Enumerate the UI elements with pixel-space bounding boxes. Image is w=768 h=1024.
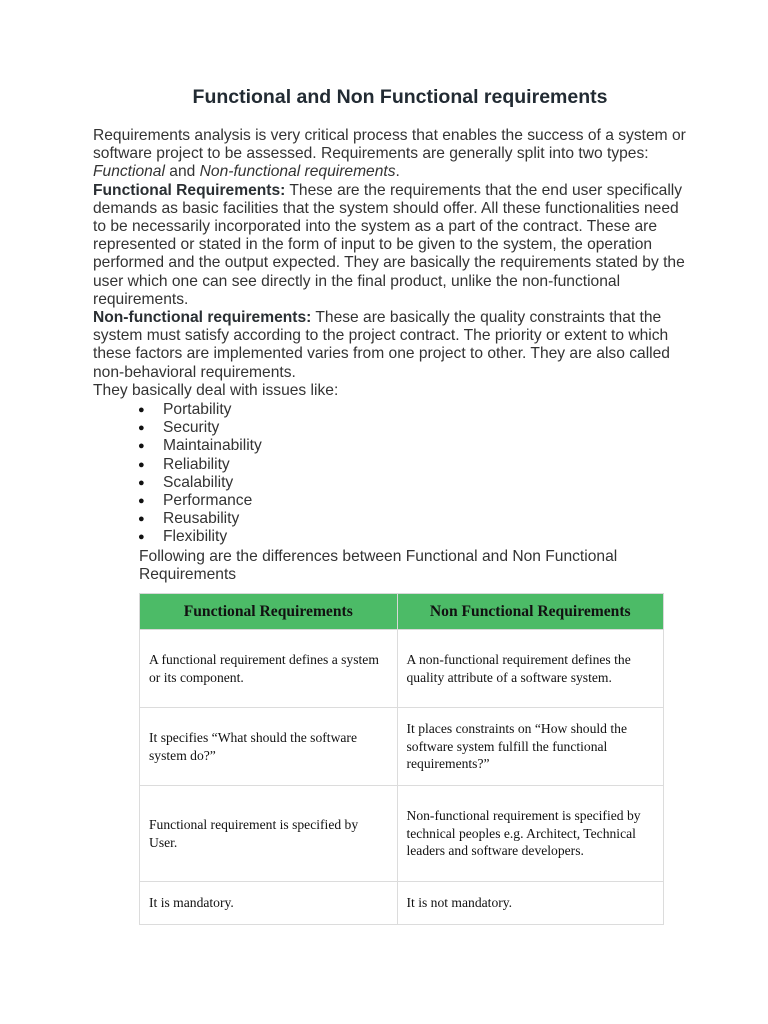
list-item — [93, 419, 693, 437]
list-item-label: Performance — [163, 492, 253, 510]
functional-text: These are the requirements that the end user specifically demands as basic facilities that the system should offer. All these functionalities need to be necessarily incorporated into the system as a part of the contract. These are represented or stated in the form of input to be given to the system, the operation performed and the output expected. They are basically the requirements stated by the user which one can see directly in the final product, unlike the non-functional requirements. — [93, 181, 685, 308]
differences-intro: Following are the differences between Functional and Non Functional Requirements — [139, 548, 618, 584]
nonfunctional-label: Non-functional requirements: — [93, 309, 312, 327]
list-item — [93, 401, 693, 419]
list-item-label: Reusability — [163, 510, 240, 528]
bullet-icon: ● — [138, 495, 145, 508]
intro-and: and — [164, 163, 200, 181]
list-item — [93, 528, 693, 546]
bullet-icon: ● — [138, 404, 145, 416]
functional-paragraph — [93, 182, 693, 309]
list-item-label: Portability — [163, 401, 232, 418]
table-row — [140, 708, 664, 786]
list-item-label: Scalability — [163, 473, 234, 491]
table-cell: It specifies “What should the software system do?” — [140, 708, 398, 786]
nonfunctional-paragraph — [93, 309, 693, 382]
table-header-row — [140, 594, 664, 630]
bullet-icon: ● — [138, 513, 145, 526]
list-item — [93, 492, 693, 510]
table-cell: It is mandatory. — [140, 882, 398, 925]
body-text — [93, 127, 693, 400]
table-cell: A functional requirement defines a system or its component. — [140, 630, 398, 708]
table-header-nonfunctional: Non Functional Requirements — [397, 594, 664, 630]
list-item — [93, 456, 693, 474]
nonfunctional-text: These are basically the quality constraints that the system must satisfy according to the project contract. The priority or extent to which these factors are implemented varies from one project to other. They are also called non-behavioral requirements. — [93, 309, 670, 381]
table-cell: Non-functional requirement is specified by technical peoples e.g. Architect, Technical leaders and software developers. — [397, 786, 664, 882]
bullet-icon: ● — [138, 531, 145, 544]
table-row — [140, 630, 664, 708]
list-item — [93, 510, 693, 528]
table-cell: Functional requirement is specified by User. — [140, 786, 398, 882]
list-item — [93, 474, 693, 492]
page-title: Functional and Non Functional requirements — [192, 86, 608, 108]
table-row — [140, 786, 664, 882]
intro-functional-term: Functional — [93, 163, 165, 181]
table-header-functional: Functional Requirements — [140, 594, 398, 630]
bullet-icon: ● — [138, 476, 145, 489]
bullet-icon: ● — [138, 440, 145, 453]
functional-label: Functional Requirements: — [93, 181, 286, 199]
intro-nonfunctional-term: Non-functional requirements — [199, 163, 396, 181]
list-item-label: Flexibility — [163, 528, 228, 546]
intro-text: Requirements analysis is very critical process that enables the success of a system or software project to be assessed. Requirements are generally split into two types: — [93, 127, 686, 163]
bullet-icon: ● — [138, 458, 145, 471]
issues-intro: They basically deal with issues like: — [93, 381, 339, 399]
list-item-label: Reliability — [163, 455, 230, 473]
intro-paragraph — [93, 127, 693, 182]
intro-end: . — [395, 163, 400, 181]
list-item-label: Maintainability — [163, 437, 262, 455]
table-cell: It places constraints on “How should the software system fulfill the functional requirements?” — [397, 708, 664, 786]
issues-list — [93, 401, 693, 547]
list-item — [93, 437, 693, 455]
table-cell: It is not mandatory. — [397, 882, 664, 925]
bullet-icon: ● — [138, 422, 145, 435]
comparison-table — [139, 593, 664, 925]
list-item-label: Security — [163, 419, 220, 437]
table-cell: A non-functional requirement defines the quality attribute of a software system. — [397, 630, 664, 708]
table-row — [140, 882, 664, 925]
